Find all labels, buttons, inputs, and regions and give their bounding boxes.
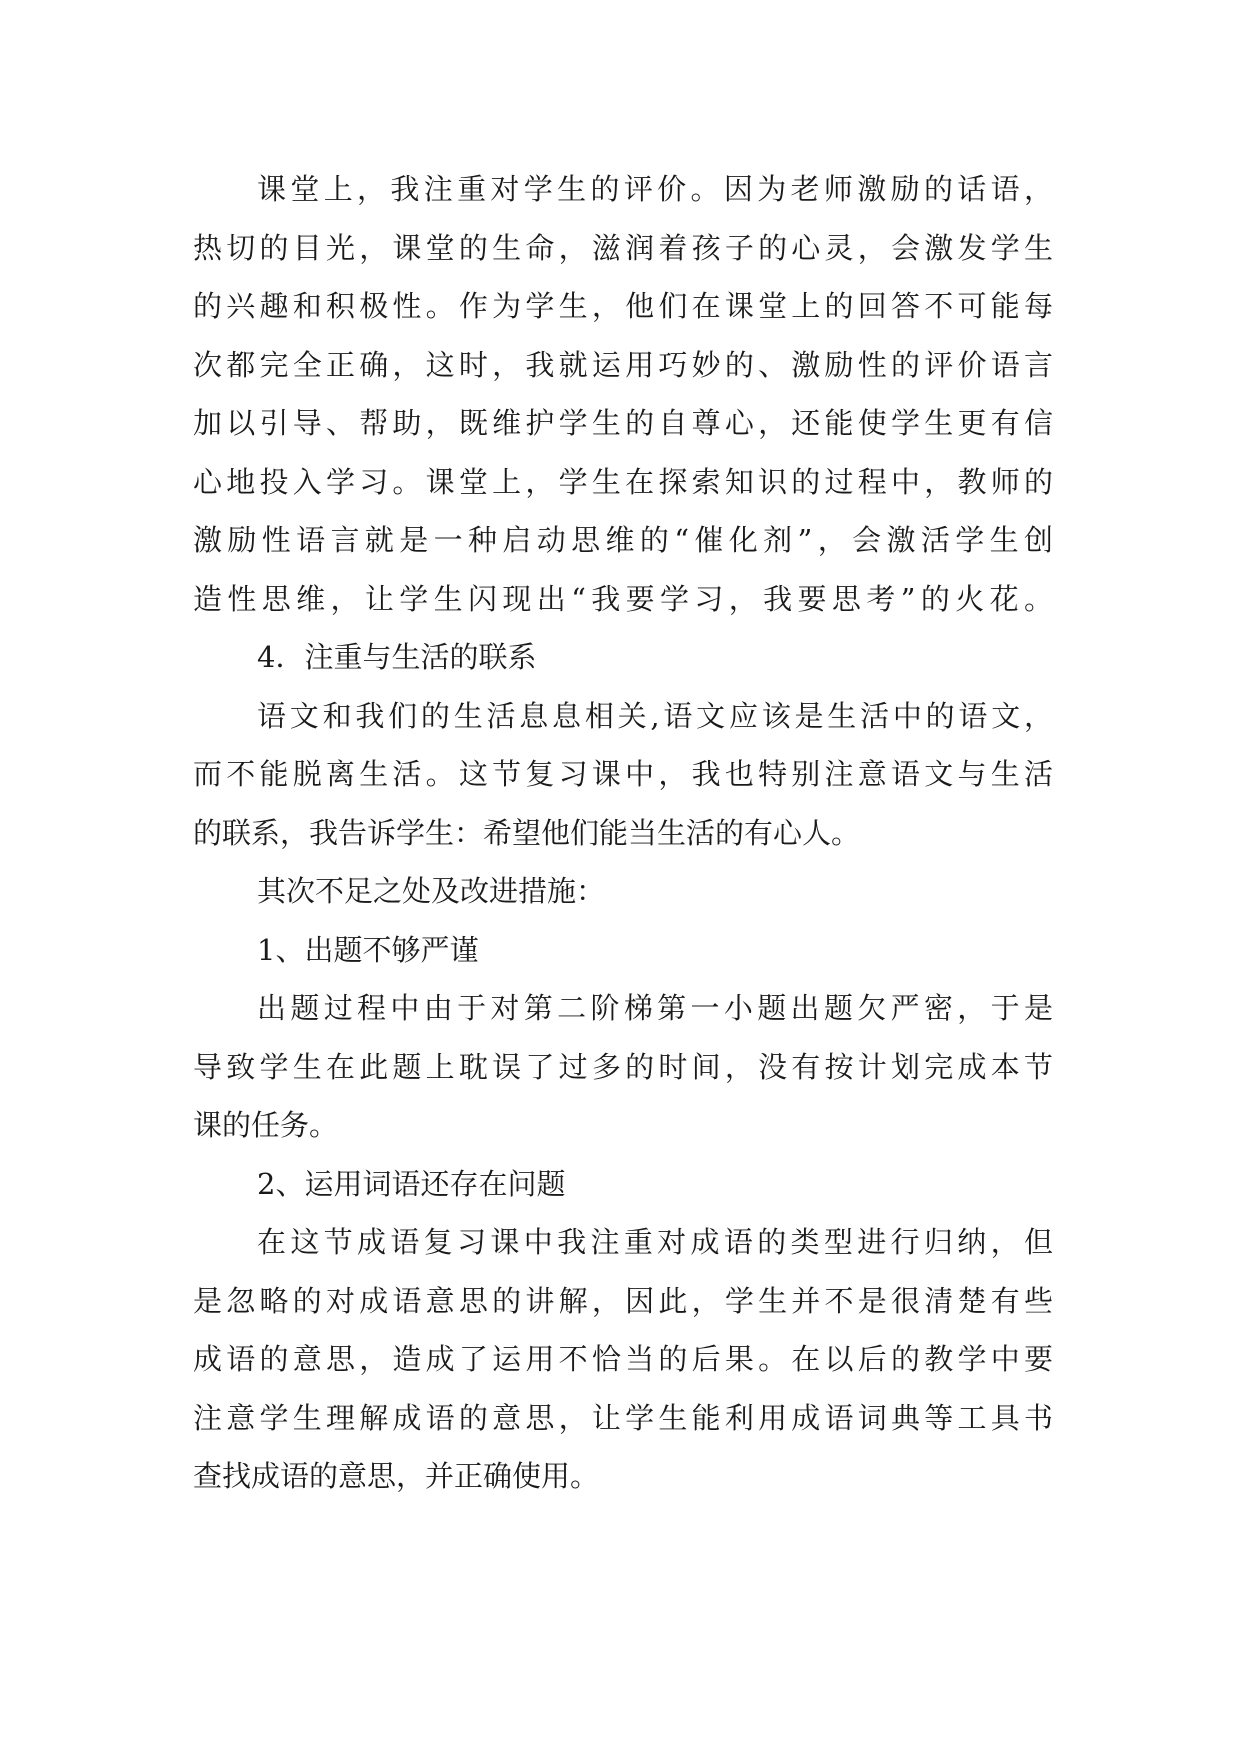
text-line: 出题过程中由于对第二阶梯第一小题出题欠严密，于是 — [257, 991, 1053, 1025]
text-line: 注意学生理解成语的意思，让学生能利用成语词典等工具书 — [193, 1400, 1053, 1435]
text-line: 其次不足之处及改进措施： — [257, 874, 606, 908]
text-line: 而不能脱离生活。这节复习课中，我也特别注意语文与生活 — [193, 757, 1053, 791]
text-line: 2、运用词语还存在问题 — [257, 1166, 566, 1201]
text-line: 造性思维，让学生闪现出“我要学习，我要思考”的火花。 — [193, 581, 1053, 616]
text-line: 的联系，我告诉学生：希望他们能当生活的有心人。 — [193, 815, 861, 850]
text-line: 是忽略的对成语意思的讲解，因此，学生并不是很清楚有些 — [193, 1283, 1053, 1318]
text-line: 的兴趣和积极性。作为学生，他们在课堂上的回答不可能每 — [193, 289, 1053, 323]
text-line: 心地投入学习。课堂上，学生在探索知识的过程中，教师的 — [193, 464, 1053, 499]
text-line: 课的任务。 — [193, 1108, 339, 1142]
text-line: 语文和我们的生活息息相关,语文应该是生活中的语文， — [257, 698, 1053, 733]
text-line: 1、出题不够严谨 — [257, 932, 479, 967]
text-line: 课堂上，我注重对学生的评价。因为老师激励的话语， — [257, 172, 1053, 206]
text-line: 4．注重与生活的联系 — [257, 640, 537, 674]
text-line: 导致学生在此题上耽误了过多的时间，没有按计划完成本节 — [193, 1049, 1053, 1084]
text-line: 在这节成语复习课中我注重对成语的类型进行归纳，但 — [257, 1225, 1053, 1259]
text-line: 查找成语的意思，并正确使用。 — [193, 1459, 600, 1493]
text-line: 激励性语言就是一种启动思维的“催化剂”，会激活学生创 — [193, 523, 1053, 557]
text-line: 成语的意思，造成了运用不恰当的后果。在以后的教学中要 — [193, 1342, 1053, 1376]
text-line: 次都完全正确，这时，我就运用巧妙的、激励性的评价语言 — [193, 347, 1053, 382]
text-line: 热切的目光，课堂的生命，滋润着孩子的心灵，会激发学生 — [193, 230, 1053, 265]
text-line: 加以引导、帮助，既维护学生的自尊心，还能使学生更有信 — [193, 406, 1053, 440]
document-body — [193, 160, 1053, 1506]
